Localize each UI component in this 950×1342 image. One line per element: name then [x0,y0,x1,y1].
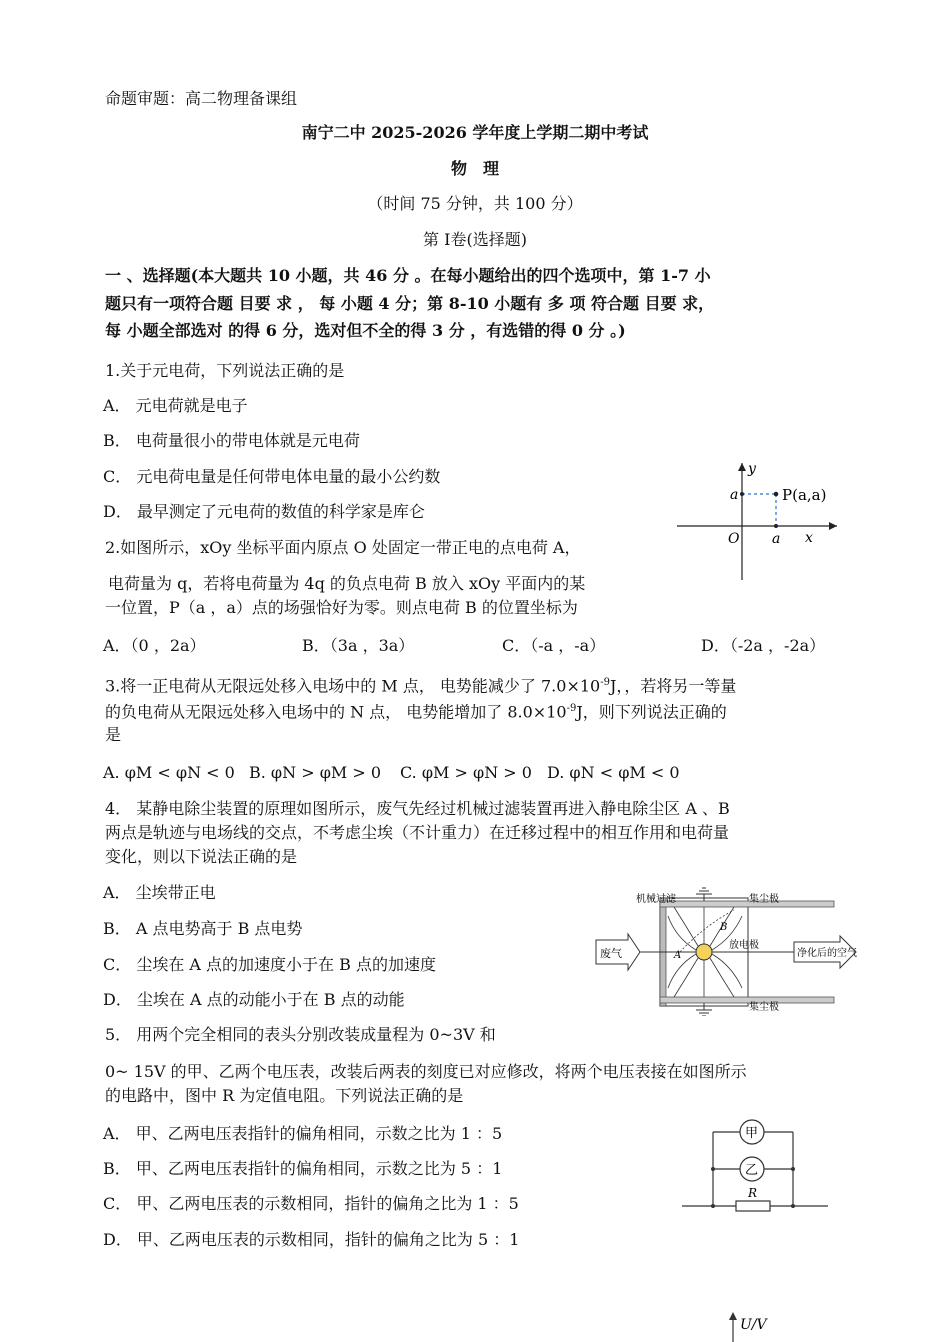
graph-axis-label: U/V [740,1317,767,1333]
q4-precipitator-figure [594,886,882,1016]
q2-y-label: y [748,461,756,477]
q2-point-p-label: P(a,a) [782,486,827,504]
q5-meter-yi-label: 乙 [745,1163,759,1178]
q3-option-a: A. φM < φN < 0 [103,763,235,782]
q2-stem-line1: 2.如图所示，xOy 坐标平面内原点 O 处固定一带正电的点电荷 A， [105,538,581,557]
q1-option-c: C． 元电荷电量是任何带电体电量的最小公约数 [103,467,441,486]
q5-option-a: A． 甲、乙两电压表指针的偏角相同，示数之比为 1 ：5 [103,1124,503,1143]
subject-title: 物 理 [450,159,499,178]
q2-option-d: D．（-2a ，-2a） [701,636,826,655]
q4-discharge-label: 放电极 [729,940,759,951]
q5-option-b: B． 甲、乙两电压表指针的偏角相同，示数之比为 5 ：1 [103,1159,503,1178]
q3-stem-line1: 3.将一正电荷从无限远处移入电场中的 M 点， 电势能减少了 $7.0\times 10^{-9}J$，，若将另一等量 [105,676,737,696]
q3-stem-line3: 是 [105,725,122,744]
q4-filter-label: 机械过滤 [636,894,676,905]
q2-origin-label: O [728,531,740,547]
q2-coordinate-figure [672,458,842,583]
q3-option-b: B. φN > φM > 0 [249,763,382,782]
volume-title: 第 Ⅰ卷(选择题) [423,230,527,249]
author-line: 命题审题：高二物理备课组 [105,89,298,108]
q4-option-b: B． A 点电势高于 B 点电势 [103,919,303,938]
next-question-graph-fragment [700,1310,780,1342]
q1-option-d: D． 最早测定了元电荷的数值的科学家是库仑 [103,502,425,521]
q2-a-x-label: a [772,531,781,547]
q2-option-a: A．（0 ，2a） [103,636,206,655]
q4-option-a: A． 尘埃带正电 [103,883,216,902]
q5-circuit-figure [678,1118,833,1216]
section-instruction-line3: 每 小题全部选对 的得 6 分，选对但不全的得 3 分 ，有选错的得 0 分 。) [105,321,626,340]
q2-stem-line3: 一位置，P（a ，a）点的场强恰好为零。则点电荷 B 的位置坐标为 [105,598,578,617]
q4-option-c: C． 尘埃在 A 点的加速度小于在 B 点的加速度 [103,955,436,974]
q3-option-d: D. φN < φM < 0 [547,763,680,782]
q5-stem-line3: 的电路中，图中 R 为定值电阻。下列说法正确的是 [105,1086,464,1105]
q5-option-c: C． 甲、乙两电压表的示数相同，指针的偏角之比为 1 ：5 [103,1194,519,1213]
q1-option-a: A． 元电荷就是电子 [103,396,248,415]
q3-option-c: C. φM > φN > 0 [400,763,532,782]
q2-a-y-label: a [730,487,739,503]
q4-stem-line3: 变化，则以下说法正确的是 [105,847,298,866]
q1-option-b: B． 电荷量很小的带电体就是元电荷 [103,431,360,450]
q4-stem-line1: 4． 某静电除尘装置的原理如图所示，废气先经过机械过滤装置再进入静电除尘区 A 、B [105,799,730,818]
q2-option-b: B．（3a ，3a） [302,636,415,655]
q1-stem: 1.关于元电荷，下列说法正确的是 [105,361,345,380]
q4-collector-top-label: 集尘极 [749,894,779,905]
section-instruction-line1: 一 、选择题(本大题共 10 小题，共 46 分 。在每小题给出的四个选项中，第 1-7 小 [105,266,711,285]
q4-exhaust-label: 废气 [600,947,622,960]
q4-stem-line2: 两点是轨迹与电场线的交点，不考虑尘埃（不计重力）在迁移过程中的相互作用和电荷量 [105,823,730,842]
q4-collector-bottom-label: 集尘极 [749,1002,779,1013]
q2-x-label: x [805,530,813,546]
q4-clean-air-label: 净化后的空气 [797,948,857,959]
q5-meter-jia-label: 甲 [745,1126,759,1141]
q2-option-c: C．（-a ，-a） [502,636,606,655]
section-instruction-line2: 题只有一项符合题 目要 求 ， 每 小题 4 分；第 8-10 小题有 多 项 符合题 目要 求， [105,294,715,313]
exam-title: 南宁二中 2025-2026 学年度上学期二期中考试 [301,123,649,142]
q2-stem-line2: 电荷量为 q，若将电荷量为 4q 的负点电荷 B 放入 xOy 平面内的某 [108,574,586,593]
q5-stem-line2: 0~ 15V 的甲、乙两个电压表，改装后两表的刻度已对应修改，将两个电压表接在如图所示 [105,1062,747,1081]
q5-resistor-label: R [748,1186,758,1200]
q5-option-d: D． 甲、乙两电压表的示数相同，指针的偏角之比为 5 ：1 [103,1230,520,1249]
q5-stem-line1: 5． 用两个完全相同的表头分别改装成量程为 0~3V 和 [105,1025,496,1044]
time-info: （时间 75 分钟，共 100 分） [367,194,583,213]
q3-stem-line2: 的负电荷从无限远处移入电场中的 N 点， 电势能增加了 $8.0\times 10^{-9}J$，则下列说法正确的 [105,702,727,722]
q4-option-d: D． 尘埃在 A 点的动能小于在 B 点的动能 [103,990,405,1009]
q4-point-a-label: A [674,950,682,961]
q4-point-b-label: B [720,922,728,933]
